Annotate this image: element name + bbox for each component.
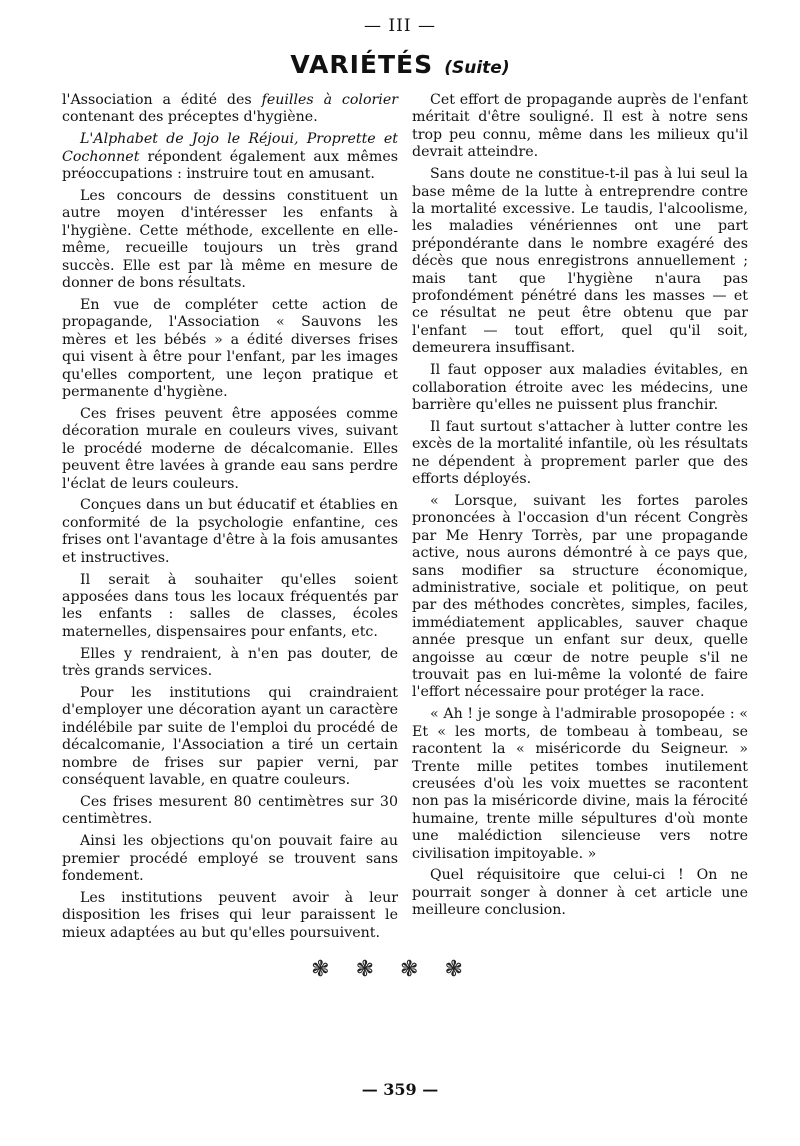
title-main: VARIÉTÉS xyxy=(290,50,434,79)
text-run: Il faut surtout s'attacher à lutter contre les excès de la mortalité infantile, où les résultats ne dépendent à proprement parler que des efforts déployés. xyxy=(412,418,748,488)
flower-ornament-icon: ❃ xyxy=(400,957,445,982)
paragraph xyxy=(62,131,398,183)
paragraph xyxy=(412,867,748,919)
paragraph xyxy=(62,794,398,829)
text-run: En vue de compléter cette action de propagande, l'Association « Sauvons les mères et les bébés » a édité diverses frises qui visent à être pour l'enfant, par les images qu'elles comportent, une leçon pratique et permanente d'hygiène. xyxy=(62,296,398,400)
text-run: contenant des préceptes d'hygiène. xyxy=(62,109,318,126)
text-run: Pour les institutions qui craindraient d'employer une décoration ayant un caractère indélébile par suite de l'emploi du procédé de décalcomanie, l'Association a tiré un certain nombre de frises sur papier verni, par conséquent lavable, en quatre couleurs. xyxy=(62,685,398,789)
text-run: Conçues dans un but éducatif et établies en conformité de la psychologie enfantine, ces frises ont l'avantage d'être à la fois amusantes et instructives. xyxy=(62,497,398,566)
flower-ornament-icon: ❃ xyxy=(444,957,489,982)
text-run: Les concours de dessins constituent un autre moyen d'intéresser les enfants à l'hygiène. Cette méthode, excellente en elle-même, recueille toujours un très grand succès. Elle est par là même en mesure de donner de bons résultats. xyxy=(62,188,398,292)
text-run: Elles y rendraient, à n'en pas douter, de très grands services. xyxy=(62,645,398,680)
italic-run: feuilles à colorier xyxy=(261,92,398,108)
paragraph xyxy=(62,646,398,681)
paragraph xyxy=(62,406,398,493)
text-run: Sans doute ne constitue-t-il pas à lui seul la base même de la lutte à entreprendre contre la mortalité excessive. Le taudis, l'alcoolisme, les maladies vénériennes ont une part prépondérante dans le nombre exagéré des décès que nous enregistrons annuellement ; mais tant que l'hygiène n'aura pas profondément pénétré dans les masses — et ce résultat ne peut être obtenu que par l'enfant — tout effort, quel qu'il soit, demeurera insuffisant. xyxy=(412,166,748,357)
text-run: « Ah ! je songe à l'admirable prosopopée : « Et « les morts, de tombeau à tombeau, se racontent la « miséricorde du Seigneur. » Trente mille petites tombes inutilement creusées d'où les voix muettes se racontent non pas la miséricorde divine, mais la férocité humaine, trente mille sépultures d'où monte une malédiction silencieuse vers notre civilisation impitoyable. » xyxy=(412,706,748,862)
paragraph xyxy=(62,92,398,127)
paragraph xyxy=(412,166,748,357)
paragraph xyxy=(412,706,748,863)
page-number: — 359 — xyxy=(361,1080,439,1099)
flower-ornament-icon: ❃ xyxy=(355,957,400,982)
paragraph xyxy=(62,497,398,567)
paragraph xyxy=(412,493,748,702)
left-column xyxy=(62,92,398,947)
paragraph xyxy=(62,188,398,292)
title-subtitle: (Suite) xyxy=(444,58,510,78)
text-run: l'Association a édité des xyxy=(62,92,262,108)
paragraph xyxy=(412,92,748,162)
text-run: Ainsi les objections qu'on pouvait faire au premier procédé employé se trouvent sans fondement. xyxy=(62,833,398,885)
paragraph xyxy=(62,833,398,885)
text-run: « Lorsque, suivant les fortes paroles prononcées à l'occasion d'un récent Congrès par Me Henry Torrès, par une propagande active, nous aurons démontré à ce pays que, sans modifier sa structure économique, administrative, sociale et politique, on peut par des méthodes concrètes, simples, faciles, immédiatement applicables, sauver chaque année presque un enfant sur deux, quelle angoisse au cœur de notre peuple s'il ne trouvait pas en lui-même la volonté de faire l'effort nécessaire pour protéger la race. xyxy=(412,492,748,701)
text-run: Les institutions peuvent avoir à leur disposition les frises qui leur paraissent le mieux adaptées au but qu'elles poursuivent. xyxy=(62,889,398,941)
flower-ornament-icon: ❃ xyxy=(311,957,356,982)
paragraph xyxy=(62,297,398,401)
text-run: Il faut opposer aux maladies évitables, en collaboration étroite avec les médecins, une barrière qu'elles ne puissent plus franchir. xyxy=(412,362,748,413)
running-head: — III — xyxy=(364,16,436,36)
text-run: Ces frises mesurent 80 centimètres sur 30 centimètres. xyxy=(62,793,398,828)
paragraph xyxy=(412,362,748,414)
paragraph xyxy=(62,890,398,942)
paragraph xyxy=(62,685,398,789)
text-run: Il serait à souhaiter qu'elles soient apposées dans tous les locaux fréquentés par les enfants : salles de classes, écoles maternelles, dispensaires pour enfants, etc. xyxy=(62,571,398,640)
article-title xyxy=(0,50,800,79)
text-run: Ces frises peuvent être apposées comme décoration murale en couleurs vives, suivant le procédé moderne de décalcomanie. Elles peuvent être lavées à grande eau sans perdre l'éclat de leurs couleurs. xyxy=(62,405,398,492)
paragraph xyxy=(62,572,398,642)
paragraph xyxy=(412,419,748,489)
ornament-divider xyxy=(0,957,800,982)
text-run: Quel réquisitoire que celui-ci ! On ne pourrait songer à donner à cet article une meilleure conclusion. xyxy=(412,867,748,919)
text-run: répondent également aux mêmes préoccupations : instruire tout en amusant. xyxy=(62,148,398,183)
italic-run: L'Alphabet de Jojo le Réjoui, Proprette et Cochonnet xyxy=(62,131,398,165)
right-column xyxy=(412,92,748,924)
text-run: Cet effort de propagande auprès de l'enfant méritait d'être souligné. Il est à notre sens trop peu connu, même dans les milieux qu'il devrait atteindre. xyxy=(412,92,748,161)
